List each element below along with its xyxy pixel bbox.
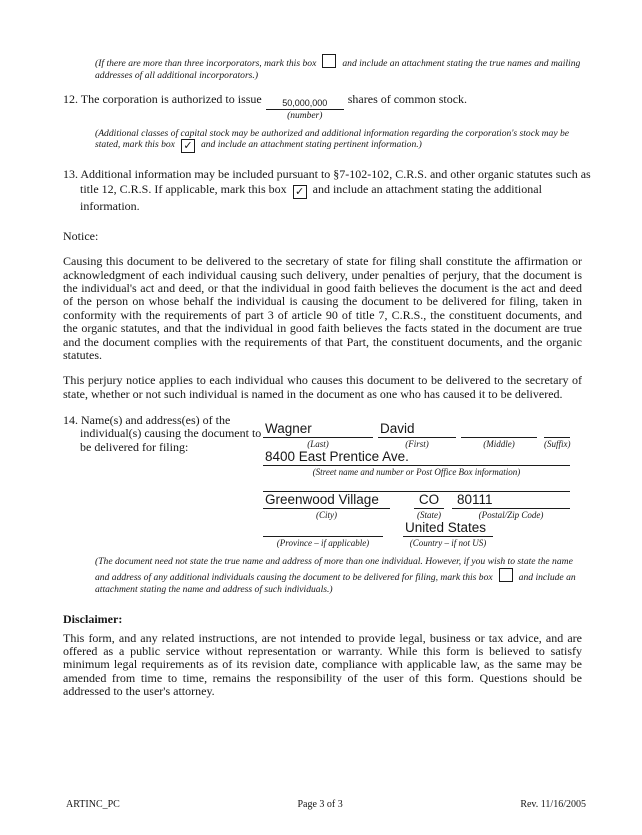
shares-number-field bbox=[266, 97, 344, 122]
zip-label: (Postal/Zip Code) bbox=[478, 510, 544, 521]
item-13-number: 13. bbox=[63, 167, 78, 182]
filer-address-form bbox=[263, 421, 573, 548]
country-label: (Country – if not US) bbox=[409, 538, 487, 549]
item-14-label-block bbox=[63, 414, 263, 548]
country-value[interactable]: United States bbox=[403, 520, 493, 537]
footer-revision-date: Rev. 11/16/2005 bbox=[520, 799, 586, 810]
province-country-row bbox=[263, 520, 573, 548]
city-state-zip-row bbox=[263, 492, 573, 520]
city-label: (City) bbox=[316, 510, 337, 521]
note-text-after: and include an attachment stating pertinent information.) bbox=[200, 139, 422, 151]
suffix-value[interactable] bbox=[544, 421, 570, 438]
name-fields-row bbox=[263, 421, 573, 449]
item-13-text-after: and include an attachment stating the additional information. bbox=[80, 181, 542, 213]
city-field bbox=[263, 492, 390, 520]
item-12 bbox=[63, 92, 599, 122]
note-additional-incorporators bbox=[95, 54, 581, 82]
last-name-label: (Last) bbox=[307, 439, 329, 450]
page-footer bbox=[66, 799, 586, 811]
notice-paragraph-2: This perjury notice applies to each individual who causes this document to be delivered to the secretary of state, whether or not such individual is named in the document as one who has caused it to be delivered. bbox=[63, 373, 582, 401]
zip-field bbox=[452, 492, 570, 520]
shares-number-value[interactable]: 50,000,000 bbox=[266, 97, 344, 110]
note-stock-classes bbox=[95, 128, 581, 154]
country-field bbox=[403, 520, 493, 548]
middle-name-value[interactable] bbox=[461, 421, 537, 438]
item-12-text-before: The corporation is authorized to issue bbox=[80, 91, 262, 106]
note-text-before: (Additional classes of capital stock may be authorized and additional information regarding the corporation's stock may be stated, mark this box bbox=[95, 127, 570, 151]
disclaimer-heading: Disclaimer: bbox=[63, 611, 123, 626]
checkbox-additional-information[interactable]: ✓ bbox=[293, 185, 307, 199]
disclaimer-paragraph: This form, and any related instructions, are not intended to provide legal, business or tax advice, and are offered as a public service without representation or warranty. While this form is believed to satisfy minimum legal requirements as of its revision date, compliance with applicable law, as the same may be amended from time to time, remains the responsibility of the user of this form. Questions should be addressed to the user's attorney. bbox=[63, 630, 582, 699]
city-value[interactable]: Greenwood Village bbox=[263, 492, 390, 509]
first-name-field bbox=[378, 421, 456, 449]
item-14 bbox=[63, 414, 582, 548]
state-value[interactable]: CO bbox=[414, 492, 444, 509]
item-12-text-after: shares of common stock. bbox=[347, 91, 468, 106]
zip-value[interactable]: 80111 bbox=[452, 492, 570, 509]
notice-heading: Notice: bbox=[63, 229, 99, 244]
street-field-row bbox=[263, 449, 573, 477]
checkbox-additional-individuals[interactable] bbox=[499, 568, 513, 582]
item-14-number: 14. bbox=[63, 413, 78, 428]
checkbox-additional-stock-classes[interactable]: ✓ bbox=[181, 139, 195, 153]
street-value[interactable]: 8400 East Prentice Ave. bbox=[263, 449, 570, 466]
last-name-field bbox=[263, 421, 373, 449]
footer-page-number: Page 3 of 3 bbox=[297, 799, 343, 810]
shares-number-label: (number) bbox=[287, 110, 323, 121]
footer-form-code: ARTINC_PC bbox=[66, 799, 120, 810]
note-text-after: and include an attachment stating the true names and mailing addresses of all additional incorporators.) bbox=[95, 58, 581, 81]
state-label: (State) bbox=[417, 510, 441, 521]
note-text-before: (The document need not state the true name and address of more than one individual. However, if you wish to state the name and address of any additional individuals causing the document to be delivered for filing, mark this box bbox=[95, 556, 573, 584]
suffix-field bbox=[544, 421, 570, 449]
item-12-number: 12. bbox=[63, 91, 78, 106]
suffix-label: (Suffix) bbox=[544, 439, 571, 450]
street-label: (Street name and number or Post Office Box information) bbox=[312, 467, 521, 478]
note-additional-individuals bbox=[95, 556, 581, 595]
first-name-label: (First) bbox=[405, 439, 429, 450]
middle-name-field bbox=[461, 421, 537, 449]
last-name-value[interactable]: Wagner bbox=[263, 421, 373, 438]
note-text-before: (If there are more than three incorporators, mark this box bbox=[95, 58, 317, 69]
street-field bbox=[263, 449, 570, 477]
item-14-label: Name(s) and address(es) of the individual(s) causing the document to be delivered for filing: bbox=[80, 413, 262, 454]
province-value[interactable] bbox=[263, 520, 383, 537]
middle-name-label: (Middle) bbox=[483, 439, 515, 450]
item-13 bbox=[63, 167, 599, 213]
state-field bbox=[414, 492, 444, 520]
note-text-after: and include an attachment stating the name and address of such individuals.) bbox=[95, 572, 576, 595]
first-name-value[interactable]: David bbox=[378, 421, 456, 438]
notice-paragraph-1: Causing this document to be delivered to the secretary of state for filing shall constitute the affirmation or acknowledgment of each individual causing such delivery, under penalties of perjury, that the document is the individual's act and deed, or that the individual in good faith believes the document is the act and deed of the person on whose behalf the individual is causing the document to be delivered for filing, taken in conformity with the requirements of part 3 of article 90 of title 7, C.R.S., the constituent documents, and the organic statutes, and that the individual in good faith believes the facts stated in the document are true and the document complies with the requirements of that Part, the constituent documents, and the organic statutes. bbox=[63, 254, 582, 363]
street-line2-field[interactable] bbox=[263, 479, 570, 492]
province-label: (Province – if applicable) bbox=[276, 538, 370, 549]
province-field bbox=[263, 520, 383, 548]
item-13-text-before: Additional information may be included pursuant to §7-102-102, C.R.S. and other organic statutes such as title 12, C.R.S. If applicable, mark this box bbox=[80, 167, 591, 196]
checkbox-additional-incorporators[interactable] bbox=[322, 54, 336, 68]
